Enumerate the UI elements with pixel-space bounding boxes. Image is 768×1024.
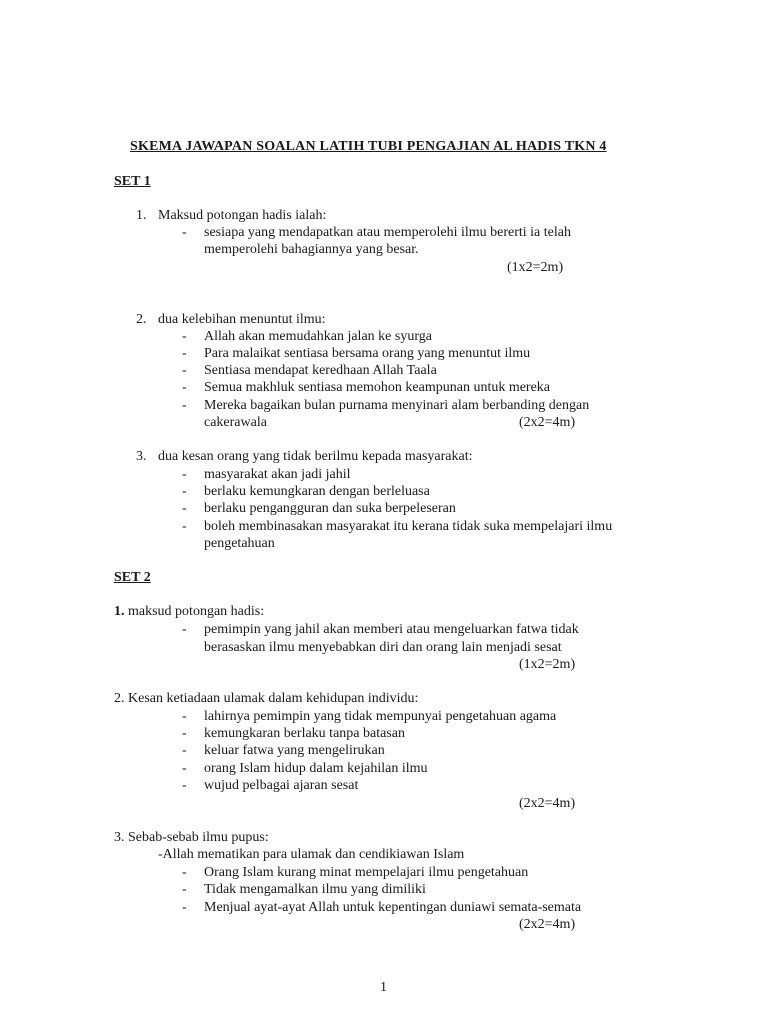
bullet-dash: - (182, 709, 187, 724)
marks-label: (2x2=4m) (519, 415, 576, 430)
question-number: 2. (136, 312, 147, 327)
answer-line: kemungkaran berlaku tanpa batasan (204, 726, 405, 741)
bullet-dash: - (182, 363, 187, 378)
marks-label: (1x2=2m) (519, 657, 576, 672)
question-text: 3. Sebab-sebab ilmu pupus: (114, 830, 269, 845)
bullet-dash: - (182, 865, 187, 880)
answer-line: Menjual ayat-ayat Allah untuk kepentingan duniawi semata-semata (204, 900, 582, 915)
answer-line: keluar fatwa yang mengelirukan (204, 743, 385, 758)
marks-label: (2x2=4m) (519, 917, 576, 932)
answer-line: pengetahuan (204, 536, 275, 551)
bullet-dash: - (182, 346, 187, 361)
answer-line: Allah akan memudahkan jalan ke syurga (204, 329, 432, 344)
answer-line: orang Islam hidup dalam kejahilan ilmu (204, 761, 428, 776)
marks-label: (1x2=2m) (507, 260, 564, 275)
answer-line: lahirnya pemimpin yang tidak mempunyai pengetahuan agama (204, 709, 557, 724)
answer-line: Mereka bagaikan bulan purnama menyinari alam berbanding dengan (204, 398, 590, 413)
answer-line: berasaskan ilmu menyebabkan diri dan orang lain menjadi sesat (204, 640, 562, 655)
answer-line: memperolehi bahagiannya yang besar. (204, 242, 419, 257)
question-text: Maksud potongan hadis ialah: (158, 208, 327, 223)
bullet-dash: - (182, 380, 187, 395)
bullet-dash: - (182, 467, 187, 482)
bullet-dash: - (182, 622, 187, 637)
bullet-dash: - (182, 225, 187, 240)
question-number: 1. (136, 208, 147, 223)
bullet-dash: - (182, 519, 187, 534)
page-number: 1 (380, 980, 387, 995)
answer-line: sesiapa yang mendapatkan atau memperolehi ilmu bererti ia telah (204, 225, 571, 240)
bullet-dash: - (182, 726, 187, 741)
bullet-dash: - (182, 900, 187, 915)
bullet-dash: - (182, 398, 187, 413)
answer-line: berlaku pengangguran dan suka berpeleseran (204, 501, 456, 516)
answer-line: cakerawala (204, 415, 267, 430)
bullet-dash: - (182, 761, 187, 776)
answer-line: Sentiasa mendapat keredhaan Allah Taala (204, 363, 437, 378)
answer-line: berlaku kemungkaran dengan berleluasa (204, 484, 430, 499)
answer-line: Orang Islam kurang minat mempelajari ilmu pengetahuan (204, 865, 529, 880)
bullet-dash: - (182, 778, 187, 793)
bullet-dash: - (182, 882, 187, 897)
answer-line: Para malaikat sentiasa bersama orang yang menuntut ilmu (204, 346, 531, 361)
answer-line: Semua makhluk sentiasa memohon keampunan untuk mereka (204, 380, 551, 395)
answer-line: wujud pelbagai ajaran sesat (204, 778, 359, 793)
question-text: dua kesan orang yang tidak berilmu kepada masyarakat: (158, 449, 473, 464)
bullet-dash: - (182, 743, 187, 758)
question-text: 2. Kesan ketiadaan ulamak dalam kehidupan individu: (114, 691, 419, 706)
answer-line: -Allah mematikan para ulamak dan cendikiawan Islam (158, 847, 465, 862)
answer-line: Tidak mengamalkan ilmu yang dimiliki (204, 882, 426, 897)
question-text: dua kelebihan menuntut ilmu: (158, 312, 326, 327)
question-number: 1. (114, 604, 125, 619)
question-text: maksud potongan hadis: (128, 604, 265, 619)
answer-line: pemimpin yang jahil akan memberi atau mengeluarkan fatwa tidak (204, 622, 579, 637)
question-number: 3. (136, 449, 147, 464)
bullet-dash: - (182, 501, 187, 516)
marks-label: (2x2=4m) (519, 796, 576, 811)
bullet-dash: - (182, 484, 187, 499)
answer-line: boleh membinasakan masyarakat itu kerana tidak suka mempelajari ilmu (204, 519, 613, 534)
bullet-dash: - (182, 329, 187, 344)
document-title: SKEMA JAWAPAN SOALAN LATIH TUBI PENGAJIAN AL HADIS TKN 4 (130, 139, 607, 154)
answer-line: masyarakat akan jadi jahil (204, 467, 351, 482)
set-1-heading: SET 1 (114, 174, 151, 189)
set-2-heading: SET 2 (114, 570, 151, 585)
